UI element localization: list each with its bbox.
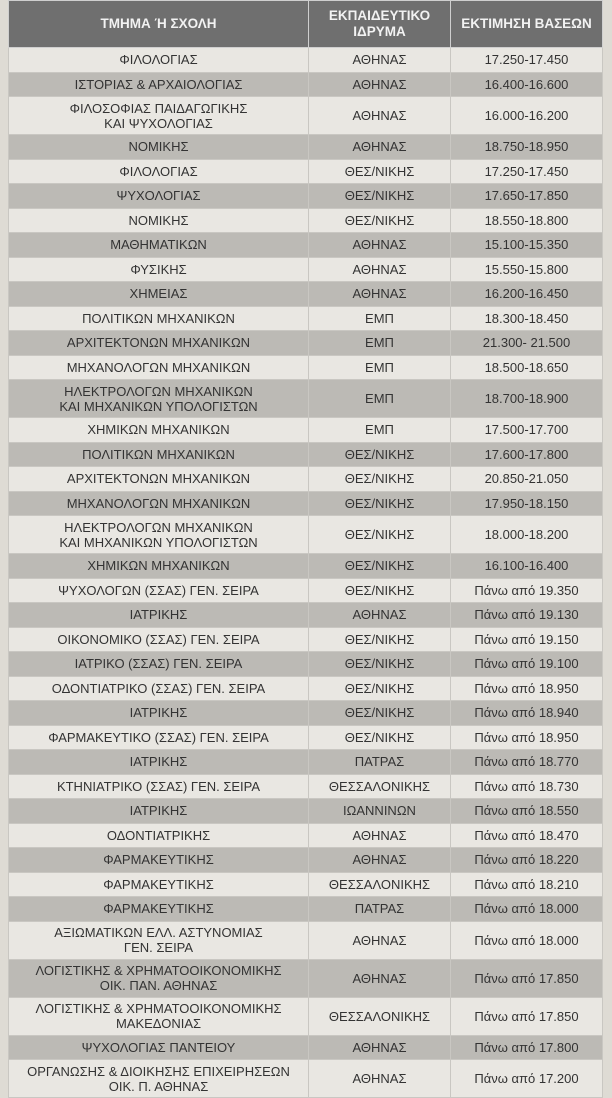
cell-institution: ΙΩΑΝΝΙΝΩΝ	[309, 799, 451, 824]
cell-institution: ΑΘΗΝΑΣ	[309, 603, 451, 628]
cell-institution: ΘΕΣ/ΝΙΚΗΣ	[309, 627, 451, 652]
cell-institution: ΑΘΗΝΑΣ	[309, 233, 451, 258]
cell-school: ΜΗΧΑΝΟΛΟΓΩΝ ΜΗΧΑΝΙΚΩΝ	[9, 491, 309, 516]
cell-school: ΦΥΣΙΚΗΣ	[9, 257, 309, 282]
cell-estimate: 17.650-17.850	[451, 184, 603, 209]
table-row	[9, 208, 603, 233]
cell-estimate: Πάνω από 18.950	[451, 725, 603, 750]
cell-institution: ΑΘΗΝΑΣ	[309, 823, 451, 848]
cell-estimate: 15.100-15.350	[451, 233, 603, 258]
table-row	[9, 823, 603, 848]
admissions-table	[8, 0, 603, 1098]
cell-school: ΚΤΗΝΙΑΤΡΙΚΟ (ΣΣΑΣ) ΓΕΝ. ΣΕΙΡΑ	[9, 774, 309, 799]
cell-institution: ΑΘΗΝΑΣ	[309, 135, 451, 160]
cell-estimate: Πάνω από 18.950	[451, 676, 603, 701]
cell-estimate: 18.300-18.450	[451, 306, 603, 331]
cell-school: ΙΑΤΡΙΚΟ (ΣΣΑΣ) ΓΕΝ. ΣΕΙΡΑ	[9, 652, 309, 677]
cell-estimate: 16.400-16.600	[451, 72, 603, 97]
cell-school: ΟΔΟΝΤΙΑΤΡΙΚΗΣ	[9, 823, 309, 848]
cell-school: ΛΟΓΙΣΤΙΚΗΣ & ΧΡΗΜΑΤΟΟΙΚΟΝΟΜΙΚΗΣ ΟΙΚ. ΠΑΝ. ΑΘΗΝΑΣ	[9, 959, 309, 997]
cell-institution: ΘΕΣ/ΝΙΚΗΣ	[309, 208, 451, 233]
table-row	[9, 159, 603, 184]
cell-school: ΑΡΧΙΤΕΚΤΟΝΩΝ ΜΗΧΑΝΙΚΩΝ	[9, 331, 309, 356]
cell-estimate: Πάνω από 18.210	[451, 872, 603, 897]
cell-school: ΟΔΟΝΤΙΑΤΡΙΚΟ (ΣΣΑΣ) ΓΕΝ. ΣΕΙΡΑ	[9, 676, 309, 701]
table-row	[9, 997, 603, 1035]
cell-institution: ΑΘΗΝΑΣ	[309, 257, 451, 282]
cell-estimate: 18.700-18.900	[451, 380, 603, 418]
table-row	[9, 135, 603, 160]
table-row	[9, 725, 603, 750]
table-row	[9, 897, 603, 922]
cell-school: ΦΑΡΜΑΚΕΥΤΙΚΗΣ	[9, 848, 309, 873]
table-row	[9, 442, 603, 467]
cell-institution: ΘΕΣ/ΝΙΚΗΣ	[309, 442, 451, 467]
cell-institution: ΘΕΣ/ΝΙΚΗΣ	[309, 701, 451, 726]
cell-estimate: 18.000-18.200	[451, 516, 603, 554]
table-row	[9, 516, 603, 554]
table-row	[9, 578, 603, 603]
cell-institution: ΕΜΠ	[309, 306, 451, 331]
table-row	[9, 355, 603, 380]
table-row	[9, 282, 603, 307]
cell-estimate: Πάνω από 18.770	[451, 750, 603, 775]
cell-institution: ΘΕΣ/ΝΙΚΗΣ	[309, 652, 451, 677]
cell-institution: ΑΘΗΝΑΣ	[309, 48, 451, 73]
cell-estimate: 16.200-16.450	[451, 282, 603, 307]
cell-school: ΧΗΜΙΚΩΝ ΜΗΧΑΝΙΚΩΝ	[9, 554, 309, 579]
cell-school: ΛΟΓΙΣΤΙΚΗΣ & ΧΡΗΜΑΤΟΟΙΚΟΝΟΜΙΚΗΣ ΜΑΚΕΔΟΝΙΑΣ	[9, 997, 309, 1035]
table-row	[9, 750, 603, 775]
header-institution: ΕΚΠΑΙΔΕΥΤΙΚΟ ΙΔΡΥΜΑ	[309, 1, 451, 48]
cell-school: ΙΑΤΡΙΚΗΣ	[9, 799, 309, 824]
table-row	[9, 774, 603, 799]
table-row	[9, 603, 603, 628]
cell-estimate: Πάνω από 18.730	[451, 774, 603, 799]
cell-institution: ΕΜΠ	[309, 380, 451, 418]
cell-institution: ΘΕΣ/ΝΙΚΗΣ	[309, 184, 451, 209]
cell-school: ΗΛΕΚΤΡΟΛΟΓΩΝ ΜΗΧΑΝΙΚΩΝ ΚΑΙ ΜΗΧΑΝΙΚΩΝ ΥΠΟΛΟΓΙΣΤΩΝ	[9, 380, 309, 418]
table-row	[9, 921, 603, 959]
cell-estimate: Πάνω από 19.130	[451, 603, 603, 628]
cell-institution: ΠΑΤΡΑΣ	[309, 750, 451, 775]
cell-institution: ΘΕΣ/ΝΙΚΗΣ	[309, 578, 451, 603]
cell-school: ΦΑΡΜΑΚΕΥΤΙΚΟ (ΣΣΑΣ) ΓΕΝ. ΣΕΙΡΑ	[9, 725, 309, 750]
table-row	[9, 676, 603, 701]
cell-estimate: Πάνω από 17.800	[451, 1035, 603, 1060]
cell-estimate: 16.100-16.400	[451, 554, 603, 579]
table-row	[9, 184, 603, 209]
cell-institution: ΘΕΣΣΑΛΟΝΙΚΗΣ	[309, 997, 451, 1035]
cell-estimate: 17.500-17.700	[451, 418, 603, 443]
cell-school: ΦΙΛΟΛΟΓΙΑΣ	[9, 48, 309, 73]
table-row	[9, 233, 603, 258]
cell-school: ΦΑΡΜΑΚΕΥΤΙΚΗΣ	[9, 872, 309, 897]
cell-estimate: 17.600-17.800	[451, 442, 603, 467]
cell-estimate: 21.300- 21.500	[451, 331, 603, 356]
cell-estimate: 17.950-18.150	[451, 491, 603, 516]
table-row	[9, 1035, 603, 1060]
cell-estimate: Πάνω από 17.850	[451, 959, 603, 997]
cell-institution: ΑΘΗΝΑΣ	[309, 97, 451, 135]
cell-institution: ΘΕΣ/ΝΙΚΗΣ	[309, 725, 451, 750]
cell-estimate: Πάνω από 19.150	[451, 627, 603, 652]
cell-estimate: 20.850-21.050	[451, 467, 603, 492]
table-row	[9, 331, 603, 356]
cell-estimate: 15.550-15.800	[451, 257, 603, 282]
cell-institution: ΘΕΣ/ΝΙΚΗΣ	[309, 516, 451, 554]
table-row	[9, 701, 603, 726]
cell-estimate: Πάνω από 19.100	[451, 652, 603, 677]
table-row	[9, 491, 603, 516]
cell-school: ΟΙΚΟΝΟΜΙΚΟ (ΣΣΑΣ) ΓΕΝ. ΣΕΙΡΑ	[9, 627, 309, 652]
cell-school: ΠΟΛΙΤΙΚΩΝ ΜΗΧΑΝΙΚΩΝ	[9, 306, 309, 331]
cell-school: ΗΛΕΚΤΡΟΛΟΓΩΝ ΜΗΧΑΝΙΚΩΝ ΚΑΙ ΜΗΧΑΝΙΚΩΝ ΥΠΟΛΟΓΙΣΤΩΝ	[9, 516, 309, 554]
cell-school: ΟΡΓΑΝΩΣΗΣ & ΔΙΟΙΚΗΣΗΣ ΕΠΙΧΕΙΡΗΣΕΩΝ ΟΙΚ. Π. ΑΘΗΝΑΣ	[9, 1060, 309, 1098]
cell-school: ΠΟΛΙΤΙΚΩΝ ΜΗΧΑΝΙΚΩΝ	[9, 442, 309, 467]
cell-estimate: 17.250-17.450	[451, 159, 603, 184]
cell-school: ΙΑΤΡΙΚΗΣ	[9, 701, 309, 726]
table-row	[9, 1060, 603, 1098]
cell-school: ΦΙΛΟΛΟΓΙΑΣ	[9, 159, 309, 184]
cell-school: ΝΟΜΙΚΗΣ	[9, 135, 309, 160]
cell-school: ΙΑΤΡΙΚΗΣ	[9, 603, 309, 628]
cell-estimate: Πάνω από 18.000	[451, 921, 603, 959]
table-row	[9, 959, 603, 997]
cell-school: ΦΙΛΟΣΟΦΙΑΣ ΠΑΙΔΑΓΩΓΙΚΗΣ ΚΑΙ ΨΥΧΟΛΟΓΙΑΣ	[9, 97, 309, 135]
table-body	[9, 48, 603, 1098]
cell-institution: ΘΕΣ/ΝΙΚΗΣ	[309, 491, 451, 516]
cell-estimate: Πάνω από 18.470	[451, 823, 603, 848]
cell-institution: ΕΜΠ	[309, 418, 451, 443]
table-row	[9, 257, 603, 282]
table-row	[9, 627, 603, 652]
cell-estimate: Πάνω από 18.220	[451, 848, 603, 873]
cell-estimate: Πάνω από 19.350	[451, 578, 603, 603]
cell-school: ΧΗΜΙΚΩΝ ΜΗΧΑΝΙΚΩΝ	[9, 418, 309, 443]
cell-institution: ΕΜΠ	[309, 331, 451, 356]
cell-institution: ΕΜΠ	[309, 355, 451, 380]
cell-school: ΝΟΜΙΚΗΣ	[9, 208, 309, 233]
table-row	[9, 418, 603, 443]
cell-institution: ΘΕΣΣΑΛΟΝΙΚΗΣ	[309, 774, 451, 799]
cell-institution: ΑΘΗΝΑΣ	[309, 921, 451, 959]
table-row	[9, 872, 603, 897]
cell-estimate: Πάνω από 18.550	[451, 799, 603, 824]
table-row	[9, 467, 603, 492]
table-row	[9, 306, 603, 331]
cell-institution: ΑΘΗΝΑΣ	[309, 282, 451, 307]
cell-estimate: 17.250-17.450	[451, 48, 603, 73]
cell-school: ΨΥΧΟΛΟΓΙΑΣ ΠΑΝΤΕΙΟΥ	[9, 1035, 309, 1060]
cell-school: ΨΥΧΟΛΟΓΙΑΣ	[9, 184, 309, 209]
cell-school: ΜΑΘΗΜΑΤΙΚΩΝ	[9, 233, 309, 258]
cell-school: ΜΗΧΑΝΟΛΟΓΩΝ ΜΗΧΑΝΙΚΩΝ	[9, 355, 309, 380]
table-row	[9, 554, 603, 579]
cell-estimate: Πάνω από 17.850	[451, 997, 603, 1035]
table-row	[9, 652, 603, 677]
cell-institution: ΘΕΣΣΑΛΟΝΙΚΗΣ	[309, 872, 451, 897]
header-estimate: ΕΚΤΙΜΗΣΗ ΒΑΣΕΩΝ	[451, 1, 603, 48]
cell-school: ΑΡΧΙΤΕΚΤΟΝΩΝ ΜΗΧΑΝΙΚΩΝ	[9, 467, 309, 492]
table-row	[9, 72, 603, 97]
cell-estimate: 18.500-18.650	[451, 355, 603, 380]
cell-estimate: Πάνω από 18.000	[451, 897, 603, 922]
header-row	[9, 1, 603, 48]
cell-school: ΦΑΡΜΑΚΕΥΤΙΚΗΣ	[9, 897, 309, 922]
cell-school: ΙΣΤΟΡΙΑΣ & ΑΡΧΑΙΟΛΟΓΙΑΣ	[9, 72, 309, 97]
table-row	[9, 380, 603, 418]
cell-institution: ΠΑΤΡΑΣ	[309, 897, 451, 922]
cell-estimate: 18.750-18.950	[451, 135, 603, 160]
cell-school: ΧΗΜΕΙΑΣ	[9, 282, 309, 307]
cell-school: ΨΥΧΟΛΟΓΩΝ (ΣΣΑΣ) ΓΕΝ. ΣΕΙΡΑ	[9, 578, 309, 603]
cell-estimate: Πάνω από 17.200	[451, 1060, 603, 1098]
table-row	[9, 97, 603, 135]
table-header	[9, 1, 603, 48]
cell-institution: ΘΕΣ/ΝΙΚΗΣ	[309, 467, 451, 492]
cell-institution: ΑΘΗΝΑΣ	[309, 848, 451, 873]
cell-institution: ΘΕΣ/ΝΙΚΗΣ	[309, 676, 451, 701]
cell-school: ΙΑΤΡΙΚΗΣ	[9, 750, 309, 775]
cell-institution: ΑΘΗΝΑΣ	[309, 959, 451, 997]
table-row	[9, 799, 603, 824]
table-row	[9, 848, 603, 873]
cell-school: ΑΞΙΩΜΑΤΙΚΩΝ ΕΛΛ. ΑΣΤΥΝΟΜΙΑΣ ΓΕΝ. ΣΕΙΡΑ	[9, 921, 309, 959]
cell-estimate: Πάνω από 18.940	[451, 701, 603, 726]
cell-institution: ΘΕΣ/ΝΙΚΗΣ	[309, 159, 451, 184]
cell-institution: ΑΘΗΝΑΣ	[309, 1060, 451, 1098]
cell-estimate: 16.000-16.200	[451, 97, 603, 135]
table-row	[9, 48, 603, 73]
cell-institution: ΘΕΣ/ΝΙΚΗΣ	[309, 554, 451, 579]
cell-institution: ΑΘΗΝΑΣ	[309, 1035, 451, 1060]
cell-institution: ΑΘΗΝΑΣ	[309, 72, 451, 97]
cell-estimate: 18.550-18.800	[451, 208, 603, 233]
header-school: ΤΜΗΜΑ Ή ΣΧΟΛΗ	[9, 1, 309, 48]
